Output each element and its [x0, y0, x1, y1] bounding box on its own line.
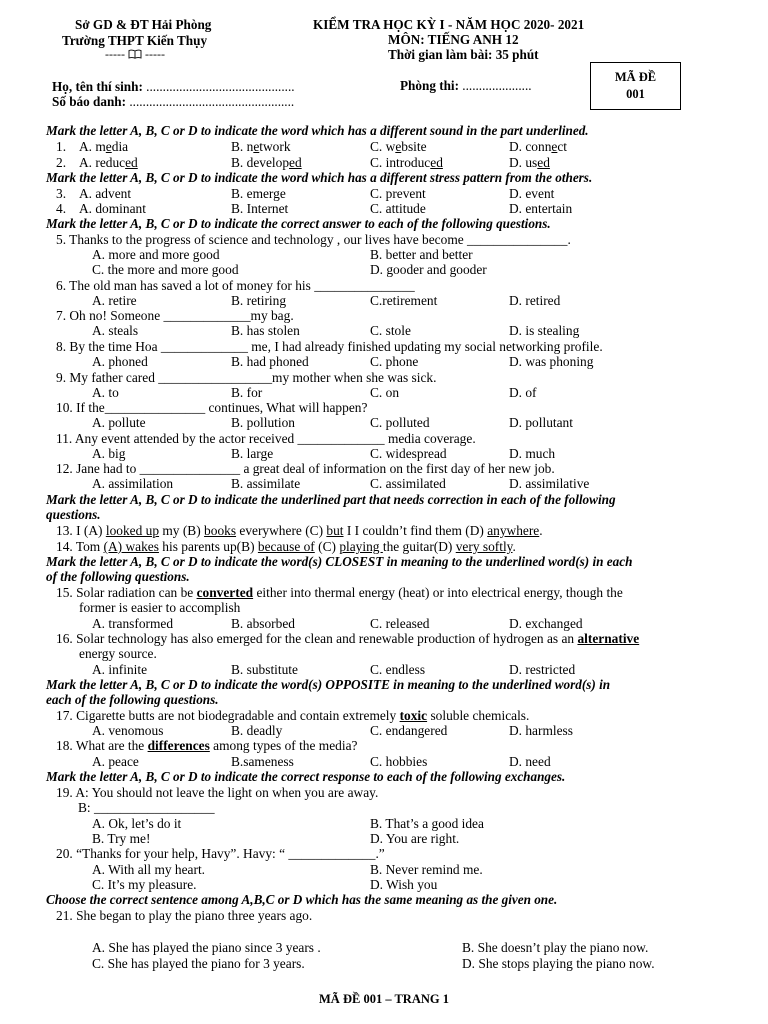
q10-option-d: D. pollutant [509, 415, 573, 430]
q10-option-b: B. pollution [231, 415, 295, 430]
q16-option-c: C. endless [370, 662, 426, 677]
q15-option-d: D. exchanged [509, 616, 583, 631]
q13-sentence: 13. I (A) looked up my (B) books everywhere (C) but I I couldn’t find them (D) anywhere. [56, 523, 543, 538]
q18-option-c: C. hobbies [370, 754, 428, 769]
q14-sentence: 14. Tom (A) wakes his parents up(B) because of (C) playing the guitar(D) very softly. [56, 539, 516, 554]
q12-stem: 12. Jane had to _______________ a great deal of information on the first day of her new job. [56, 461, 555, 476]
q16-stem-cont: energy source. [79, 646, 157, 661]
q2-number: 2. [56, 155, 67, 170]
q2-option-b: B. developed [231, 155, 302, 170]
q21-option-d: D. She stops playing the piano now. [462, 956, 655, 971]
candidate-number-line: Số báo danh: .................................................. [52, 94, 295, 109]
q5-option-d: D. gooder and gooder [370, 262, 487, 277]
q16-stem: 16. Solar technology has also emerged for the clean and renewable production of hydrogen as an alternative [56, 631, 640, 646]
instruction-closest-line2: of the following questions. [46, 569, 190, 584]
q15-option-a: A. transformed [92, 616, 174, 631]
q7-option-c: C. stole [370, 323, 411, 338]
q19-option-c: B. Try me! [92, 831, 151, 846]
room-line: Phòng thi: ..................... [400, 78, 532, 93]
q19-option-a: A. Ok, let’s do it [92, 816, 182, 831]
q4-option-b: B. Internet [231, 201, 289, 216]
instruction-same-meaning: Choose the correct sentence among A,B,C or D which has the same meaning as the given one. [46, 892, 558, 907]
exam-code-box [590, 62, 681, 110]
q9-stem: 9. My father cared _________________my mother when she was sick. [56, 370, 437, 385]
q5-option-b: B. better and better [370, 247, 473, 262]
q20-option-c: C. It’s my pleasure. [92, 877, 197, 892]
q19-stem: 19. A: You should not leave the light on when you are away. [56, 785, 379, 800]
q7-option-a: A. steals [92, 323, 139, 338]
q3-number: 3. [56, 186, 67, 201]
q2-option-d: D. used [509, 155, 550, 170]
q4-option-a: A. dominant [79, 201, 146, 216]
q7-option-b: B. has stolen [231, 323, 300, 338]
q6-option-c: C.retirement [370, 293, 438, 308]
q11-option-c: C. widespread [370, 446, 447, 461]
q20-option-a: A. With all my heart. [92, 862, 206, 877]
q4-number: 4. [56, 201, 67, 216]
exam-code-label: MÃ ĐỀ [614, 70, 657, 84]
q1-option-b: B. network [231, 139, 291, 154]
q17-option-c: C. endangered [370, 723, 448, 738]
q21-option-c: C. She has played the piano for 3 years. [92, 956, 305, 971]
q18-option-a: A. peace [92, 754, 139, 769]
q3-option-c: C. prevent [370, 186, 426, 201]
q8-option-b: B. had phoned [231, 354, 309, 369]
instruction-response: Mark the letter A, B, C or D to indicate the correct response to each of the following exchanges. [46, 769, 566, 784]
q15-option-c: C. released [370, 616, 430, 631]
q11-option-d: D. much [509, 446, 556, 461]
exam-title: KIỂM TRA HỌC KỲ I - NĂM HỌC 2020- 2021 [313, 17, 585, 32]
q12-option-d: D. assimilative [509, 476, 590, 491]
q7-stem: 7. Oh no! Someone _____________my bag. [56, 308, 294, 323]
q9-option-c: C. on [370, 385, 400, 400]
q10-stem: 10. If the_______________ continues, What will happen? [56, 400, 368, 415]
q1-number: 1. [56, 139, 67, 154]
q19-b-line: B: __________________ [78, 800, 215, 815]
q5-option-a: A. more and more good [92, 247, 220, 262]
header-divider: ----- ----- [105, 47, 165, 61]
instruction-correct-answer: Mark the letter A, B, C or D to indicate the correct answer to each of the following questions. [46, 216, 551, 231]
q20-option-b: B. Never remind me. [370, 862, 483, 877]
q9-option-d: D. of [509, 385, 537, 400]
q16-option-a: A. infinite [92, 662, 148, 677]
q15-stem: 15. Solar radiation can be converted either into thermal energy (heat) or into electrical energy, though the [56, 585, 623, 600]
q2-option-c: C. introduced [370, 155, 443, 170]
q12-option-b: B. assimilate [231, 476, 301, 491]
q17-option-a: A. venomous [92, 723, 164, 738]
q12-option-c: C. assimilated [370, 476, 446, 491]
q5-stem: 5. Thanks to the progress of science and technology , our lives have become _______________. [56, 232, 571, 247]
q6-option-b: B. retiring [231, 293, 287, 308]
q17-option-d: D. harmless [509, 723, 573, 738]
q11-option-b: B. large [231, 446, 274, 461]
q1-option-d: D. connect [509, 139, 568, 154]
q2-option-a: A. reduced [79, 155, 138, 170]
q21-stem: 21. She began to play the piano three years ago. [56, 908, 313, 923]
page-footer: MÃ ĐỀ 001 – TRANG 1 [319, 992, 449, 1006]
q4-option-c: C. attitude [370, 201, 426, 216]
exam-time: Thời gian làm bài: 35 phút [388, 47, 539, 62]
instruction-correction-line1: Mark the letter A, B, C or D to indicate the underlined part that needs correction in each of the following [46, 492, 616, 507]
instruction-opposite-line1: Mark the letter A, B, C or D to indicate the word(s) OPPOSITE in meaning to the underlined word(s) in [46, 677, 611, 692]
q11-stem: 11. Any event attended by the actor received _____________ media coverage. [56, 431, 476, 446]
q3-option-b: B. emerge [231, 186, 286, 201]
q1-option-a: A. media [79, 139, 129, 154]
q20-option-d: D. Wish you [370, 877, 438, 892]
instruction-correction-line2: questions. [46, 507, 101, 522]
q6-option-d: D. retired [509, 293, 561, 308]
book-icon [128, 49, 142, 59]
q16-option-d: D. restricted [509, 662, 576, 677]
instruction-stress: Mark the letter A, B, C or D to indicate the word which has a different stress pattern from the others. [46, 170, 593, 185]
q6-stem: 6. The old man has saved a lot of money for his _______________ [56, 278, 415, 293]
exam-code-value: 001 [626, 87, 645, 101]
q20-stem: 20. “Thanks for your help, Havy”. Havy: “ _____________.” [56, 846, 385, 861]
q8-option-a: A. phoned [92, 354, 148, 369]
q15-stem-cont: former is easier to accomplish [79, 600, 241, 615]
q16-option-b: B. substitute [231, 662, 298, 677]
q18-option-b: B.sameness [231, 754, 294, 769]
school-name: Trường THPT Kiến Thụy [62, 33, 208, 48]
q8-stem: 8. By the time Hoa _____________ me, I had already finished updating my social networking profile. [56, 339, 603, 354]
q19-option-b: B. That’s a good idea [370, 816, 484, 831]
instruction-opposite-line2: each of the following questions. [46, 692, 219, 707]
q7-option-d: D. is stealing [509, 323, 580, 338]
q9-option-a: A. to [92, 385, 119, 400]
q15-option-b: B. absorbed [231, 616, 295, 631]
dept-name: Sở GD & ĐT Hải Phòng [75, 17, 212, 32]
q12-option-a: A. assimilation [92, 476, 174, 491]
q5-option-c: C. the more and more good [92, 262, 239, 277]
q4-option-d: D. entertain [509, 201, 573, 216]
q6-option-a: A. retire [92, 293, 137, 308]
q17-option-b: B. deadly [231, 723, 283, 738]
instruction-sound: Mark the letter A, B, C or D to indicate the word which has a different sound in the part underlined. [46, 123, 589, 138]
candidate-name-line: Họ, tên thí sinh: ............................................. [52, 79, 295, 94]
q10-option-c: C. polluted [370, 415, 430, 430]
q18-stem: 18. What are the differences among types of the media? [56, 738, 358, 753]
q3-option-d: D. event [509, 186, 555, 201]
q11-option-a: A. big [92, 446, 126, 461]
q8-option-d: D. was phoning [509, 354, 594, 369]
q21-option-a: A. She has played the piano since 3 years . [92, 940, 321, 955]
q9-option-b: B. for [231, 385, 263, 400]
q8-option-c: C. phone [370, 354, 419, 369]
q17-stem: 17. Cigarette butts are not biodegradable and contain extremely toxic soluble chemicals. [56, 708, 530, 723]
instruction-closest-line1: Mark the letter A, B, C or D to indicate the word(s) CLOSEST in meaning to the underlined word(s) in each [46, 554, 633, 569]
q3-option-a: A. advent [79, 186, 132, 201]
q18-option-d: D. need [509, 754, 551, 769]
q19-option-d: D. You are right. [370, 831, 460, 846]
subject: MÔN: TIẾNG ANH 12 [388, 32, 519, 47]
q1-option-c: C. website [370, 139, 427, 154]
q10-option-a: A. pollute [92, 415, 146, 430]
q21-option-b: B. She doesn’t play the piano now. [462, 940, 649, 955]
